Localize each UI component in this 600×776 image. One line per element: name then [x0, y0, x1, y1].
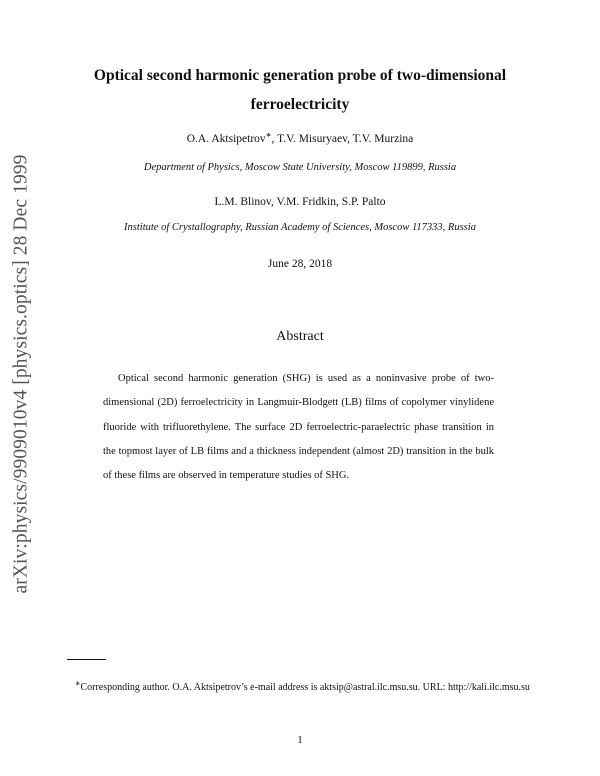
footnote-marker: ∗	[265, 131, 272, 140]
footnote	[67, 677, 532, 699]
corresponding-author: O.A. Aktsipetrov	[186, 133, 266, 145]
abstract-text: Optical second harmonic generation (SHG) is used as a noninvasive probe of two-dimensional (2D) ferroelectricity in Langmuir-Blodgett (LB) films of copolymer vinylidene fluoride with trifluorethylene. The surface 2D ferroelectric-paraelectric phase transition in the topmost layer of LB films and a thickness independent (almost 2D) transition in the bulk of these films are observed in temperature studies of SHG.	[103, 373, 494, 482]
affiliation-2: Institute of Crystallography, Russian Academy of Sciences, Moscow 117333, Russia	[124, 222, 476, 233]
paper-date: June 28, 2018	[267, 258, 333, 270]
footnote-mark: ∗	[75, 680, 81, 688]
page-number: 1	[297, 734, 303, 746]
arxiv-id: arXiv:physics/9909010v4 [physics.optics] 28 Dec 1999	[11, 154, 32, 594]
paper-title-line-2: ferroelectricity	[250, 96, 350, 113]
affiliation-1: Department of Physics, Moscow State University, Moscow 119899, Russia	[143, 162, 457, 173]
footnote-divider	[67, 659, 106, 660]
footnote-text: Corresponding author. O.A. Aktsipetrov’s e-mail address is aktsip@astral.ilc.msu.su. URL: http://kali.ilc.msu.su	[80, 682, 530, 693]
paper-title-line-1: Optical second harmonic generation probe of two-dimensional	[93, 67, 507, 84]
author-list-2: L.M. Blinov, V.M. Fridkin, S.P. Palto	[214, 196, 386, 208]
co-authors: , T.V. Misuryaev, T.V. Murzina	[271, 133, 414, 145]
arxiv-stamp	[7, 148, 37, 600]
abstract-heading: Abstract	[276, 329, 324, 344]
author-list-1	[60, 133, 540, 145]
